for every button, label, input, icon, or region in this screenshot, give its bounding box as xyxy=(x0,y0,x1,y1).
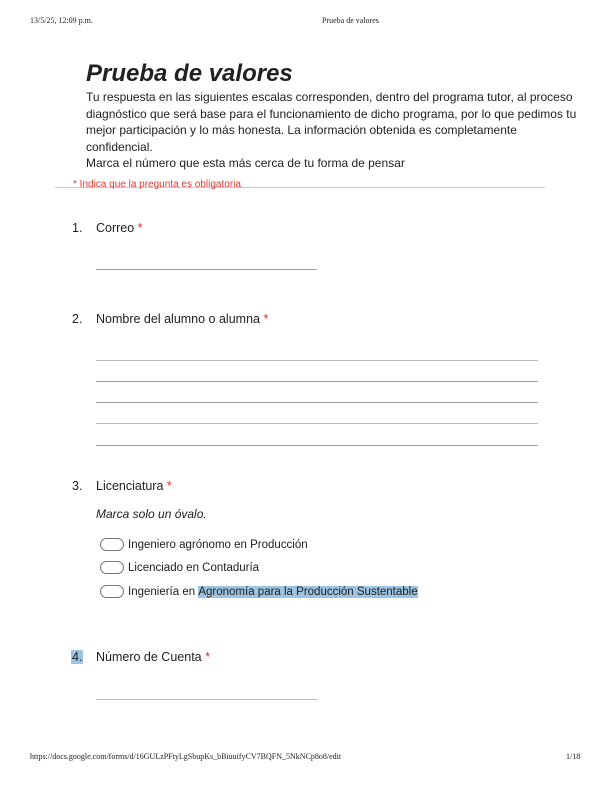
question-label-nombre: Nombre del alumno o alumna * xyxy=(96,312,269,326)
form-description xyxy=(86,89,577,172)
description-line: confidencial. xyxy=(86,139,153,154)
answer-line xyxy=(96,445,538,446)
selected-text: Agronomía para la Producción Sustentable xyxy=(198,585,418,598)
print-doc-title: Prueba de valores xyxy=(322,16,379,25)
question-label-licenciatura: Licenciatura * xyxy=(96,479,172,493)
required-asterisk: * xyxy=(137,221,143,235)
question-number: 2. xyxy=(72,312,83,326)
required-asterisk: * xyxy=(166,479,172,493)
correo-input[interactable] xyxy=(96,269,317,270)
radio-oval[interactable] xyxy=(100,585,124,598)
answer-line xyxy=(96,402,538,403)
description-line: Tu respuesta en las siguientes escalas corresponden, dentro del programa tutor, al proceso xyxy=(86,90,573,104)
answer-line xyxy=(96,381,538,382)
page-number: 1/18 xyxy=(566,752,581,761)
description-line: mejor participación y lo más honesta. La información obtenida es completamente xyxy=(86,123,517,137)
answer-line xyxy=(96,423,538,424)
question-number: 1. xyxy=(72,221,83,235)
question-number: 4. xyxy=(72,650,83,664)
radio-oval[interactable] xyxy=(100,538,124,551)
print-url: https://docs.google.com/forms/d/16GULzPFtyLgSbupKs_bBiuuifyCV7BQFN_5NkNCp8o8/edit xyxy=(30,752,342,761)
required-note: * Indica que la pregunta es obligatoria xyxy=(73,179,241,190)
question-hint: Marca solo un óvalo. xyxy=(96,507,207,521)
question-number: 3. xyxy=(72,479,83,493)
description-line: Marca el número que esta más cerca de tu forma de pensar xyxy=(86,156,405,170)
radio-oval[interactable] xyxy=(100,561,124,574)
option-licenciado-contaduria[interactable]: Licenciado en Contaduría xyxy=(100,561,259,574)
numero-cuenta-input[interactable] xyxy=(96,699,317,700)
description-line: diagnóstico que será base para el funcionamiento de dicho programa, por lo que pedimos tu xyxy=(86,106,577,121)
answer-line xyxy=(96,360,538,361)
question-label-correo: Correo * xyxy=(96,221,143,235)
option-ingenieria-agronomia[interactable]: Ingeniería en Agronomía para la Producción Sustentable xyxy=(100,585,418,598)
question-label-numero-cuenta: Número de Cuenta * xyxy=(96,650,210,664)
required-asterisk: * xyxy=(263,312,269,326)
print-datetime: 13/5/25, 12:09 p.m. xyxy=(30,16,93,25)
form-title: Prueba de valores xyxy=(86,60,293,87)
option-ingeniero-agronomo[interactable]: Ingeniero agrónomo en Producción xyxy=(100,538,308,551)
required-asterisk: * xyxy=(205,650,210,664)
